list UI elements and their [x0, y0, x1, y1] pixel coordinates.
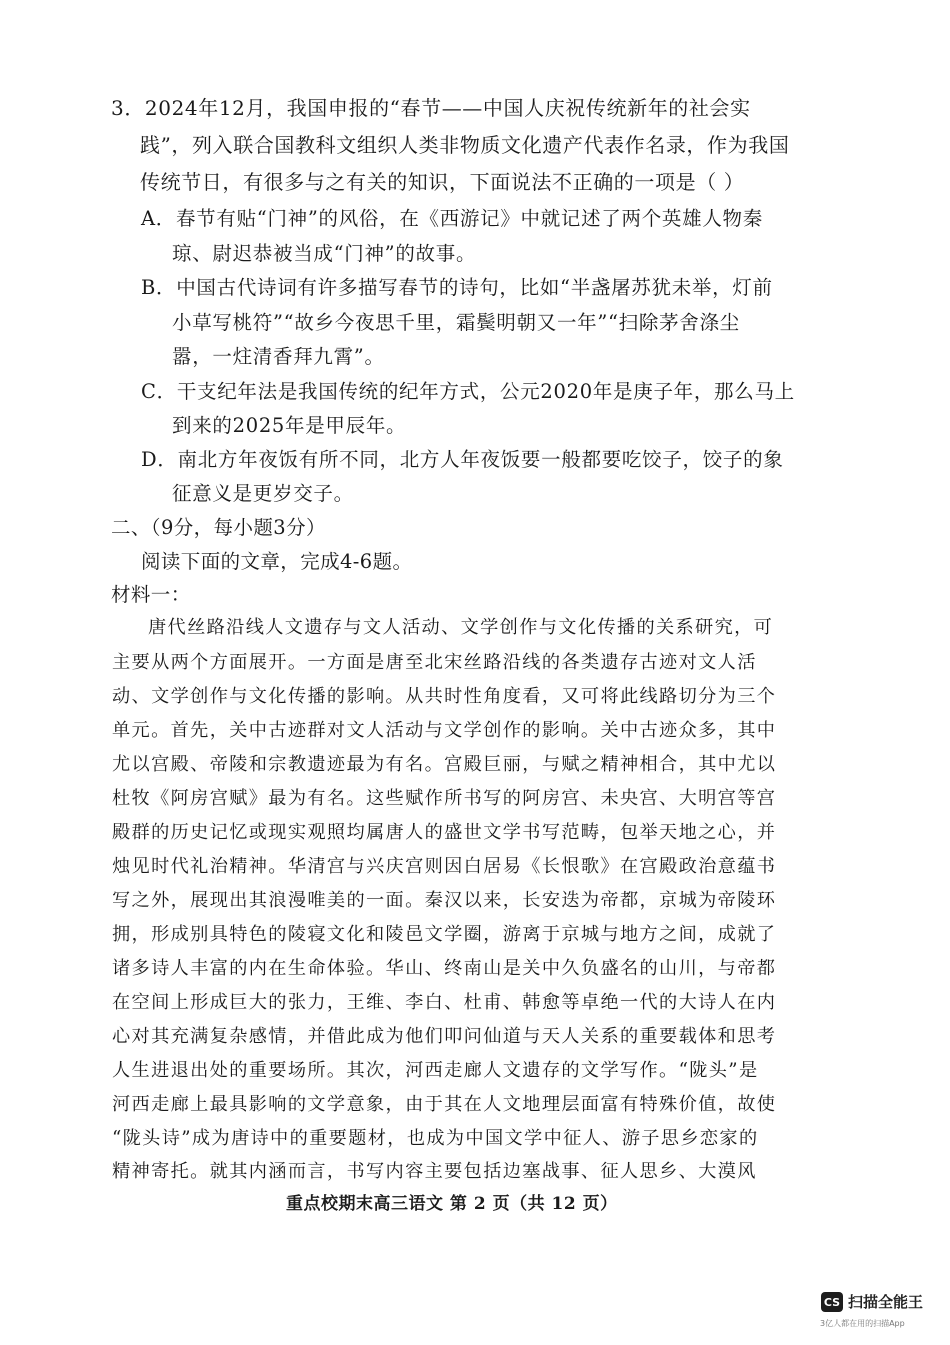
- passage-line: 人生进退出处的重要场所。其次，河西走廊人文遗存的文学写作。“陇头”是: [112, 1060, 759, 1081]
- passage-line: “陇头诗”成为唐诗中的重要题材，也成为中国文学中征人、游子思乡恋家的: [112, 1128, 759, 1149]
- question-3-line-3: 传统节日，有很多与之有关的知识，下面说法不正确的一项是（ ）: [140, 170, 745, 194]
- option-d-line-2: 征意义是更岁交子。: [172, 482, 354, 505]
- passage-line: 拥，形成别具特色的陵寝文化和陵邑文学圈，游离于京城与地方之间，成就了: [112, 924, 777, 945]
- passage-line: 殿群的历史记忆或现实观照均属唐人的盛世文学书写范畴，包举天地之心，并: [112, 822, 777, 843]
- scanner-tagline: 3亿人都在用的扫描App: [820, 1319, 905, 1328]
- passage-line: 单元。首先，关中古迹群对文人活动与文学创作的影响。关中古迹众多，其中: [112, 720, 777, 741]
- option-c-line-1: C．干支纪年法是我国传统的纪年方式，公元2020年是庚子年，那么马上: [141, 380, 795, 403]
- option-b-line-3: 嚣，一炷清香拜九霄”。: [172, 345, 385, 368]
- passage-line: 主要从两个方面展开。一方面是唐至北宋丝路沿线的各类遗存古迹对文人活: [112, 652, 757, 673]
- option-b-line-2: 小草写桃符”“故乡今夜思千里，霜鬓明朝又一年”“扫除茅舍涤尘: [172, 311, 740, 334]
- passage-line: 动、文学创作与文化传播的影响。从共时性角度看，又可将此线路切分为三个: [112, 686, 777, 707]
- passage-line: 杜牧《阿房宫赋》最为有名。这些赋作所书写的阿房宫、未央宫、大明宫等宫: [112, 788, 777, 809]
- passage-line: 在空间上形成巨大的张力，王维、李白、杜甫、韩愈等卓绝一代的大诗人在内: [112, 992, 777, 1013]
- scanner-logo-badge: CS: [821, 1292, 843, 1312]
- option-d-line-1: D．南北方年夜饭有所不同，北方人年夜饭要一般都要吃饺子，饺子的象: [141, 448, 784, 471]
- material-1-label: 材料一：: [111, 583, 191, 606]
- question-3-line-2: 践”，列入联合国教科文组织人类非物质文化遗产代表作名录，作为我国: [140, 133, 790, 157]
- passage-line: 心对其充满复杂感情，并借此成为他们叩问仙道与天人关系的重要载体和思考: [112, 1026, 777, 1047]
- passage-line: 写之外，展现出其浪漫唯美的一面。秦汉以来，长安迭为帝都，京城为帝陵环: [112, 890, 777, 911]
- option-a-line-2: 琼、尉迟恭被当成“门神”的故事。: [172, 242, 477, 265]
- passage-line: 尤以宫殿、帝陵和宗教遗迹最为有名。宫殿巨丽，与赋之精神相合，其中尤以: [112, 754, 777, 775]
- question-3-line-1: 3．2024年12月，我国申报的“春节——中国人庆祝传统新年的社会实: [111, 96, 751, 120]
- passage-line: 诸多诗人丰富的内在生命体验。华山、终南山是关中久负盛名的山川，与帝都: [112, 958, 777, 979]
- passage-line: 烛见时代礼治精神。华清宫与兴庆宫则因白居易《长恨歌》在宫殿政治意蕴书: [112, 856, 777, 877]
- option-c-line-2: 到来的2025年是甲辰年。: [172, 414, 407, 437]
- passage-line: 河西走廊上最具影响的文学意象，由于其在人文地理层面富有特殊价值，故使: [112, 1094, 777, 1115]
- scanner-brand-name: 扫描全能王: [848, 1293, 924, 1311]
- section-2-heading: 二、（9分，每小题3分）: [111, 516, 326, 539]
- option-b-line-1: B．中国古代诗词有许多描写春节的诗句，比如“半盏屠苏犹未举，灯前: [141, 276, 773, 299]
- passage-line: 精神寄托。就其内涵而言，书写内容主要包括边塞战事、征人思乡、大漠风: [112, 1161, 757, 1182]
- section-2-instruction: 阅读下面的文章，完成4-6题。: [141, 550, 413, 573]
- passage-line: 唐代丝路沿线人文遗存与文人活动、文学创作与文化传播的关系研究，可: [148, 617, 774, 638]
- page-footer: 重点校期末高三语文 第 2 页（共 12 页）: [286, 1194, 618, 1214]
- option-a-line-1: A．春节有贴“门神”的风俗，在《西游记》中就记述了两个英雄人物秦: [141, 207, 763, 230]
